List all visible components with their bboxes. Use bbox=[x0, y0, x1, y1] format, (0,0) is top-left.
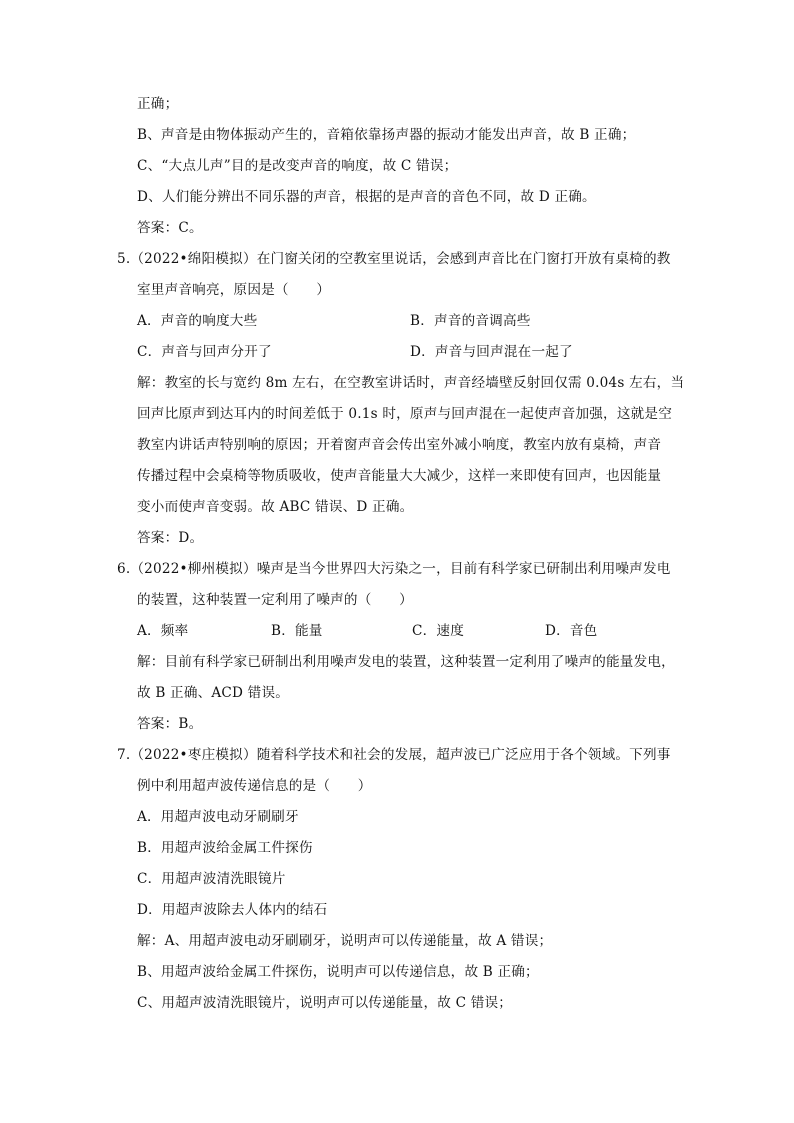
q7-option-d: D．用超声波除去人体内的结石 bbox=[137, 902, 328, 918]
q6-option-a: A．频率 bbox=[137, 623, 189, 639]
prev-answer: 答案：C。 bbox=[137, 220, 203, 236]
q7-option-c: C．用超声波清洗眼镜片 bbox=[137, 871, 286, 887]
q7-stem-line: 例中利用超声波传递信息的是（ ） bbox=[137, 778, 372, 794]
q6-stem-line: 的装置，这种装置一定利用了噪声的（ ） bbox=[137, 592, 413, 608]
q5-solution-line: 教室内讲话声特别响的原因；开着窗声音会传出室外减小响度，教室内放有桌椅，声音 bbox=[137, 437, 662, 453]
q5-answer: 答案：D。 bbox=[137, 530, 204, 546]
q5-solution-line: 传播过程中会桌椅等物质吸收，使声音能量大大减少，这样一来即使有回声，也因能量 bbox=[137, 468, 662, 484]
q7-solution-line: 解：A、用超声波电动牙刷刷牙，说明声可以传递能量，故 A 错误； bbox=[137, 933, 553, 949]
q6-option-b: B．能量 bbox=[271, 623, 323, 639]
q5-stem-line: 5.（2022•绵阳模拟）在门窗关闭的空教室里说话，会感到声音比在门窗打开放有桌椅的教 bbox=[117, 251, 671, 267]
prev-solution-line: 正确； bbox=[137, 96, 179, 112]
prev-solution-line: D、人们能分辨出不同乐器的声音，根据的是声音的音色不同，故 D 正确。 bbox=[137, 189, 596, 205]
q7-option-a: A．用超声波电动牙刷刷牙 bbox=[137, 809, 299, 825]
q5-solution-line: 解：教室的长与宽约 8m 左右，在空教室讲话时，声音经墙壁反射回仅需 0.04s 左右，当 bbox=[137, 375, 685, 391]
q5-option-b: B．声音的音调高些 bbox=[410, 313, 531, 329]
q5-option-d: D．声音与回声混在一起了 bbox=[410, 344, 573, 360]
q6-solution-line: 解：目前有科学家已研制出利用噪声发电的装置，这种装置一定利用了噪声的能量发电， bbox=[137, 654, 675, 670]
q5-stem-line: 室里声音响亮，原因是（ ） bbox=[137, 282, 331, 298]
prev-solution-line: C、“大点儿声”目的是改变声音的响度，故 C 错误； bbox=[137, 158, 458, 174]
q5-option-c: C．声音与回声分开了 bbox=[137, 344, 272, 360]
q6-option-d: D．音色 bbox=[545, 623, 598, 639]
q5-solution-line: 变小而使声音变弱。故 ABC 错误、D 正确。 bbox=[137, 499, 414, 515]
q7-option-b: B．用超声波给金属工件探伤 bbox=[137, 840, 313, 856]
q7-solution-line: B、用超声波给金属工件探伤，说明声可以传递信息，故 B 正确； bbox=[137, 964, 539, 980]
q6-stem-line: 6.（2022•柳州模拟）噪声是当今世界四大污染之一，目前有科学家已研制出利用噪声发电 bbox=[117, 561, 671, 577]
q6-option-c: C．速度 bbox=[412, 623, 464, 639]
q5-option-a: A．声音的响度大些 bbox=[137, 313, 258, 329]
q6-answer: 答案：B。 bbox=[137, 716, 203, 732]
q6-solution-line: 故 B 正确、ACD 错误。 bbox=[137, 685, 290, 701]
prev-solution-line: B、声音是由物体振动产生的，音箱依靠扬声器的振动才能发出声音，故 B 正确； bbox=[137, 127, 636, 143]
q5-solution-line: 回声比原声到达耳内的时间差低于 0.1s 时，原声与回声混在一起使声音加强，这就是空 bbox=[137, 406, 673, 422]
q7-stem-line: 7.（2022•枣庄模拟）随着科学技术和社会的发展，超声波已广泛应用于各个领域。下列事 bbox=[117, 747, 671, 763]
q7-solution-line: C、用超声波清洗眼镜片，说明声可以传递能量，故 C 错误； bbox=[137, 995, 513, 1011]
